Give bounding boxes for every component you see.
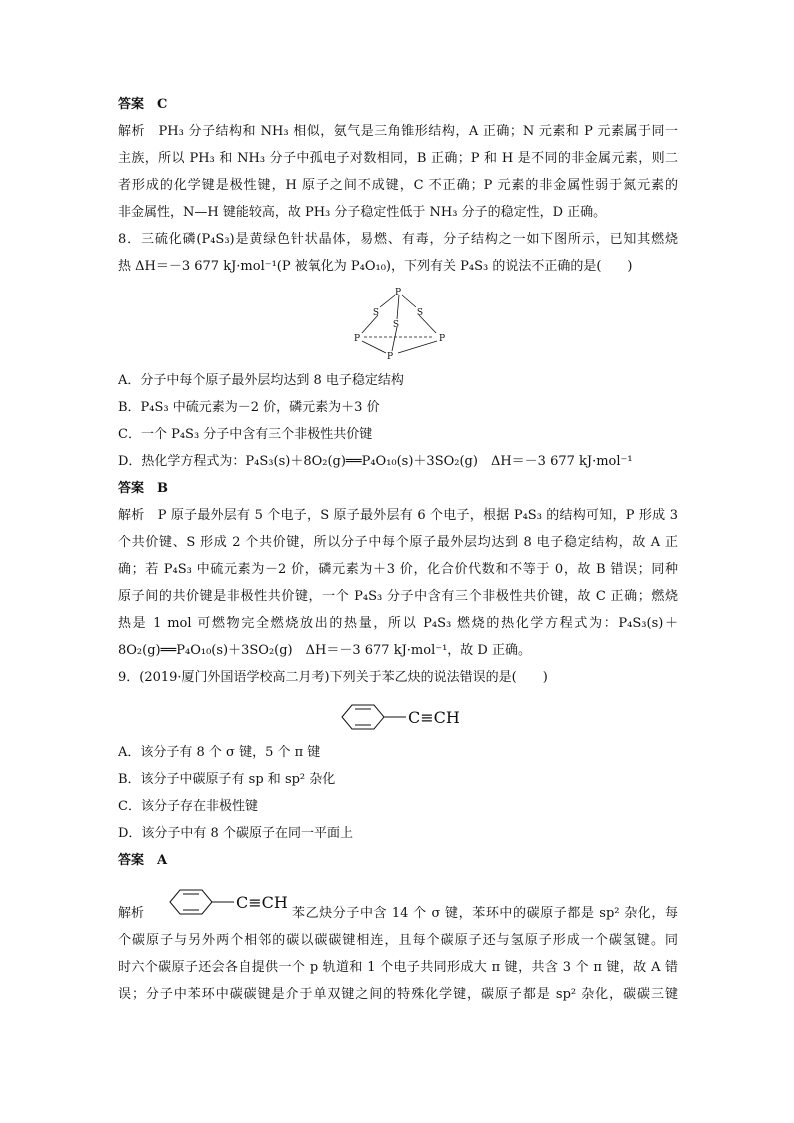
explanation-q8-line2: 个共价键、S 形成 2 个共价键，所以分子中每个原子最外层均达到 8 电子稳定结构，故 A 正 xyxy=(118,535,678,550)
q9-option-a: A．该分子有 8 个 σ 键，5 个 π 键 xyxy=(118,745,321,760)
question-8-stem-line2: 热 ΔH＝－3 677 kJ·mol⁻¹(P 被氧化为 P₄O₁₀)，下列有关 P₄S₃ 的说法不正确的是( ) xyxy=(118,259,633,274)
q9-option-c: C．该分子存在非极性键 xyxy=(118,799,258,814)
phenylacetylene-structure xyxy=(330,700,470,734)
q9-option-d: D．该分子中有 8 个碳原子在同一平面上 xyxy=(118,826,353,841)
ethynyl-group-label-inline: C≡CH xyxy=(236,893,288,912)
explanation-q9-line1: 苯乙炔分子中含 14 个 σ 键，苯环中的碳原子都是 sp² 杂化，每 xyxy=(292,906,678,921)
atom-p-top: P xyxy=(394,288,402,298)
explanation-q8-line5: 热是 1 mol 可燃物完全燃烧放出的热量，所以 P₄S₃ 燃烧的热化学方程式为：P₄S₃(s)＋ xyxy=(118,616,678,631)
explanation-q8-line6: 8O₂(g)══P₄O₁₀(s)＋3SO₂(g) ΔH＝－3 677 kJ·mol⁻¹，故 D 正确。 xyxy=(118,643,531,658)
ethynyl-group-label: C≡CH xyxy=(408,708,460,727)
q8-option-a: A．分子中每个原子最外层均达到 8 电子稳定结构 xyxy=(118,373,404,388)
explanation-q9-line3: 时六个碳原子还会各自提供一个 p 轨道和 1 个电子共同形成大 π 键，共含 3 个 π 键，故 A 错 xyxy=(118,960,678,975)
atom-p-left: P xyxy=(353,334,361,344)
explanation-q7-line3: 者形成的化学键是极性键，H 原子之间不成键，C 不正确；P 元素的非金属性弱于氮元素的 xyxy=(118,178,678,193)
explanation-q8-line1: 解析 P 原子最外层有 5 个电子，S 原子最外层有 6 个电子，根据 P₄S₃ 的结构可知，P 形成 3 xyxy=(118,508,678,523)
q8-option-b: B．P₄S₃ 中硫元素为－2 价，磷元素为＋3 价 xyxy=(118,400,380,415)
atom-p-right: P xyxy=(438,334,446,344)
question-8-stem-line1: 8．三硫化磷(P₄S₃)是黄绿色针状晶体，易燃、有毒，分子结构之一如下图所示，已知其燃烧 xyxy=(118,232,678,247)
explanation-q8-line4: 原子间的共价键是非极性共价键，一个 P₄S₃ 分子中含有三个非极性共价键，故 C 正确；燃烧 xyxy=(118,589,678,604)
q8-option-c: C．一个 P₄S₃ 分子中含有三个非极性共价键 xyxy=(118,427,373,442)
atom-p-bottom: P xyxy=(386,352,394,362)
atom-s-left: S xyxy=(372,308,380,318)
explanation-q7-line1: 解析 PH₃ 分子结构和 NH₃ 相似，氨气是三角锥形结构，A 正确；N 元素和 P 元素属于同一 xyxy=(118,124,678,139)
explanation-q7-line2: 主族，所以 PH₃ 和 NH₃ 分子中孤电子对数相同，B 正确；P 和 H 是不同的非金属元素，则二 xyxy=(118,151,678,166)
explanation-q9-line2: 个碳原子与另外两个相邻的碳以碳碳键相连，且每个碳原子还与氢原子形成一个碳氢键。同 xyxy=(118,933,678,948)
q9-option-b: B．该分子中碳原子有 sp 和 sp² 杂化 xyxy=(118,772,336,787)
answer-line-q7: 答案 C xyxy=(118,97,168,112)
explanation-q7-line4: 非金属性，N—H 键能较高，故 PH₃ 分子稳定性低于 NH₃ 分子的稳定性，D 正确。 xyxy=(118,205,607,220)
explanation-q9-line4: 误；分子中苯环中碳碳键是介于单双键之间的特殊化学键，碳原子都是 sp² 杂化，碳碳三键 xyxy=(118,987,678,1002)
explanation-q8-line3: 确；若 P₄S₃ 中硫元素为－2 价，磷元素为＋3 价，化合价代数和不等于 0，故 B 错误；同种 xyxy=(118,562,678,577)
atom-s-middle: S xyxy=(392,320,400,330)
answer-line-q9: 答案 A xyxy=(118,853,168,868)
explanation-q9-label: 解析 xyxy=(118,906,145,921)
atom-s-right: S xyxy=(416,308,424,318)
answer-line-q8: 答案 B xyxy=(118,481,168,496)
phenylacetylene-structure-inline xyxy=(158,885,298,919)
question-9-stem: 9．(2019·厦门外国语学校高二月考)下列关于苯乙炔的说法错误的是( ) xyxy=(118,670,548,685)
q8-option-d: D．热化学方程式为：P₄S₃(s)＋8O₂(g)══P₄O₁₀(s)＋3SO₂(g) ΔH＝－3 677 kJ·mol⁻¹ xyxy=(118,454,633,469)
p4s3-structure-diagram xyxy=(340,285,460,365)
